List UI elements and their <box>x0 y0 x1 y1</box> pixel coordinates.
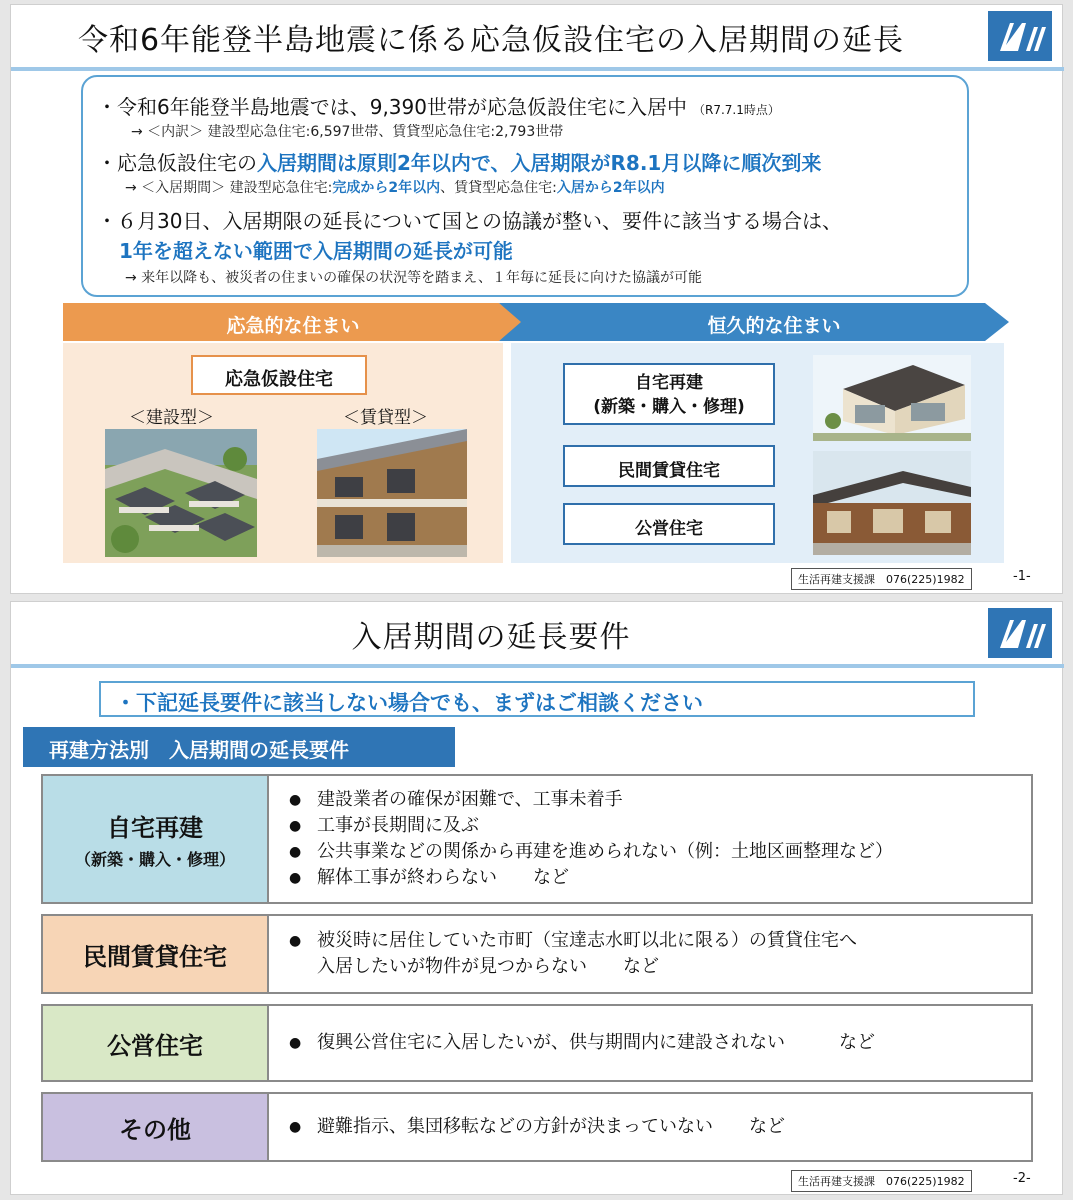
permanent-housing-panel <box>511 343 1004 563</box>
requirement-item: ● 公共事業などの関係から再建を進められない（例：土地区画整理など） <box>283 839 893 865</box>
bullet-1 <box>97 91 780 120</box>
row-head <box>43 776 269 902</box>
temporary-housing-label: 応急的な住まい <box>226 315 360 337</box>
temporary-housing-panel <box>63 343 503 563</box>
home-rebuild-label: 自宅再建 <box>635 373 703 393</box>
row-head-title: その他 <box>119 1115 191 1144</box>
row-head <box>43 1006 269 1080</box>
requirement-row-public-housing <box>41 1004 1033 1082</box>
section-title: 再建方法別 入居期間の延長要件 <box>23 727 455 767</box>
bullet-1-detail: → ＜内訳＞ 建設型応急住宅:6,597世帯、賃貸型応急住宅:2,793世帯 <box>131 124 564 140</box>
requirement-row-private-rental <box>41 914 1033 994</box>
home-rebuild-sub: (新築・購入・修理) <box>593 397 745 417</box>
slide-2 <box>10 601 1063 1195</box>
temporary-housing-arrow <box>63 303 523 341</box>
rebuilt-house-photo <box>813 355 971 441</box>
requirement-item: ● 工事が長期間に及ぶ <box>283 813 893 839</box>
detail-highlight-2: 入居から2年以内 <box>556 180 665 196</box>
build-type-label: ＜建設型＞ <box>129 408 214 428</box>
row-head-sub: （新築・購入・修理） <box>74 850 235 869</box>
public-housing-box: 公営住宅 <box>563 503 775 545</box>
detail-prefix: → ＜入居期間＞ 建設型応急住宅: <box>125 180 333 196</box>
requirement-item: ● 復興公営住宅に入居したいが、供与期間内に建設されない など <box>283 1030 875 1056</box>
construction-housing-photo <box>105 429 257 557</box>
slide-1-title: 令和6年能登半島地震に係る応急仮設住宅の入居期間の延長 <box>77 23 905 58</box>
private-rental-box: 民間賃貸住宅 <box>563 445 775 487</box>
row-head-title: 自宅再建 <box>107 814 203 842</box>
requirement-item: ● 被災時に居住していた市町（宝達志水町以北に限る）の賃貸住宅へ <box>283 928 857 954</box>
slide-2-title-bar <box>11 602 1062 664</box>
row-head-title: 民間賃貸住宅 <box>83 942 227 971</box>
bullet-1-text: ・令和6年能登半島地震では、9,390世帯が応急仮設住宅に入居中 <box>97 95 687 119</box>
detail-mid: 、賃貸型応急住宅: <box>440 180 557 196</box>
slide-1-page-number: -1- <box>1013 569 1031 584</box>
row-head-title: 公営住宅 <box>107 1031 203 1060</box>
slide-1-contact: 生活再建支援課 076(225)1982 <box>791 568 972 590</box>
date-note: （R7.7.1時点） <box>692 103 780 117</box>
housing-flow <box>63 303 1008 565</box>
consultation-notice: ・下記延長要件に該当しない場合でも、まずはご相談ください <box>99 681 975 717</box>
slide-2-contact: 生活再建支援課 076(225)1982 <box>791 1170 972 1192</box>
row-body <box>283 1094 785 1160</box>
permanent-housing-label: 恒久的な住まい <box>707 315 841 337</box>
requirement-item: ● 避難指示、集団移転などの方針が決まっていない など <box>283 1114 785 1140</box>
bullet-3: ・６月30日、入居期限の延長について国との協議が整い、要件に該当する場合は、 <box>97 209 843 233</box>
row-head <box>43 916 269 992</box>
bullet-2 <box>97 147 821 176</box>
requirement-row-other <box>41 1092 1033 1162</box>
bullet-3-detail: → 来年以降も、被災者の住まいの確保の状況等を踏まえ、１年毎に延長に向けた協議が可能 <box>125 270 703 286</box>
row-body <box>283 916 857 992</box>
slide-1 <box>10 4 1063 594</box>
permanent-housing-arrow <box>499 303 1009 341</box>
home-rebuild-box <box>563 363 775 425</box>
bullet-3-highlight: 1年を超えない範囲で入居期間の延長が可能 <box>119 239 513 263</box>
slide-2-page-number: -2- <box>1013 1171 1031 1186</box>
temporary-housing-box: 応急仮設住宅 <box>191 355 367 395</box>
requirement-row-home-rebuild <box>41 774 1033 904</box>
bullet-2-highlight: 入居期間は原則2年以内で、入居期限がR8.1月以降に順次到来 <box>257 151 822 175</box>
requirement-item-continuation: 入居したいが物件が見つからない など <box>317 956 659 977</box>
ishikawa-logo-icon <box>988 608 1052 658</box>
summary-box <box>81 75 969 297</box>
requirement-item: ● 解体工事が終わらない など <box>283 865 893 891</box>
slide-2-title: 入居期間の延長要件 <box>351 620 631 655</box>
row-body <box>283 776 893 902</box>
rent-type-label: ＜賃貸型＞ <box>343 408 428 428</box>
title-underline <box>11 664 1064 668</box>
bullet-2-detail <box>125 177 665 197</box>
row-body <box>283 1006 875 1080</box>
public-housing-photo <box>813 451 971 555</box>
requirement-item: ● 建設業者の確保が困難で、工事未着手 <box>283 787 893 813</box>
title-underline <box>11 67 1064 71</box>
rental-housing-photo <box>317 429 467 557</box>
bullet-2-text: ・応急仮設住宅の <box>97 151 257 175</box>
slide-1-title-bar <box>11 5 1062 67</box>
ishikawa-logo-icon <box>988 11 1052 61</box>
row-head <box>43 1094 269 1160</box>
detail-highlight-1: 完成から2年以内 <box>332 180 441 196</box>
